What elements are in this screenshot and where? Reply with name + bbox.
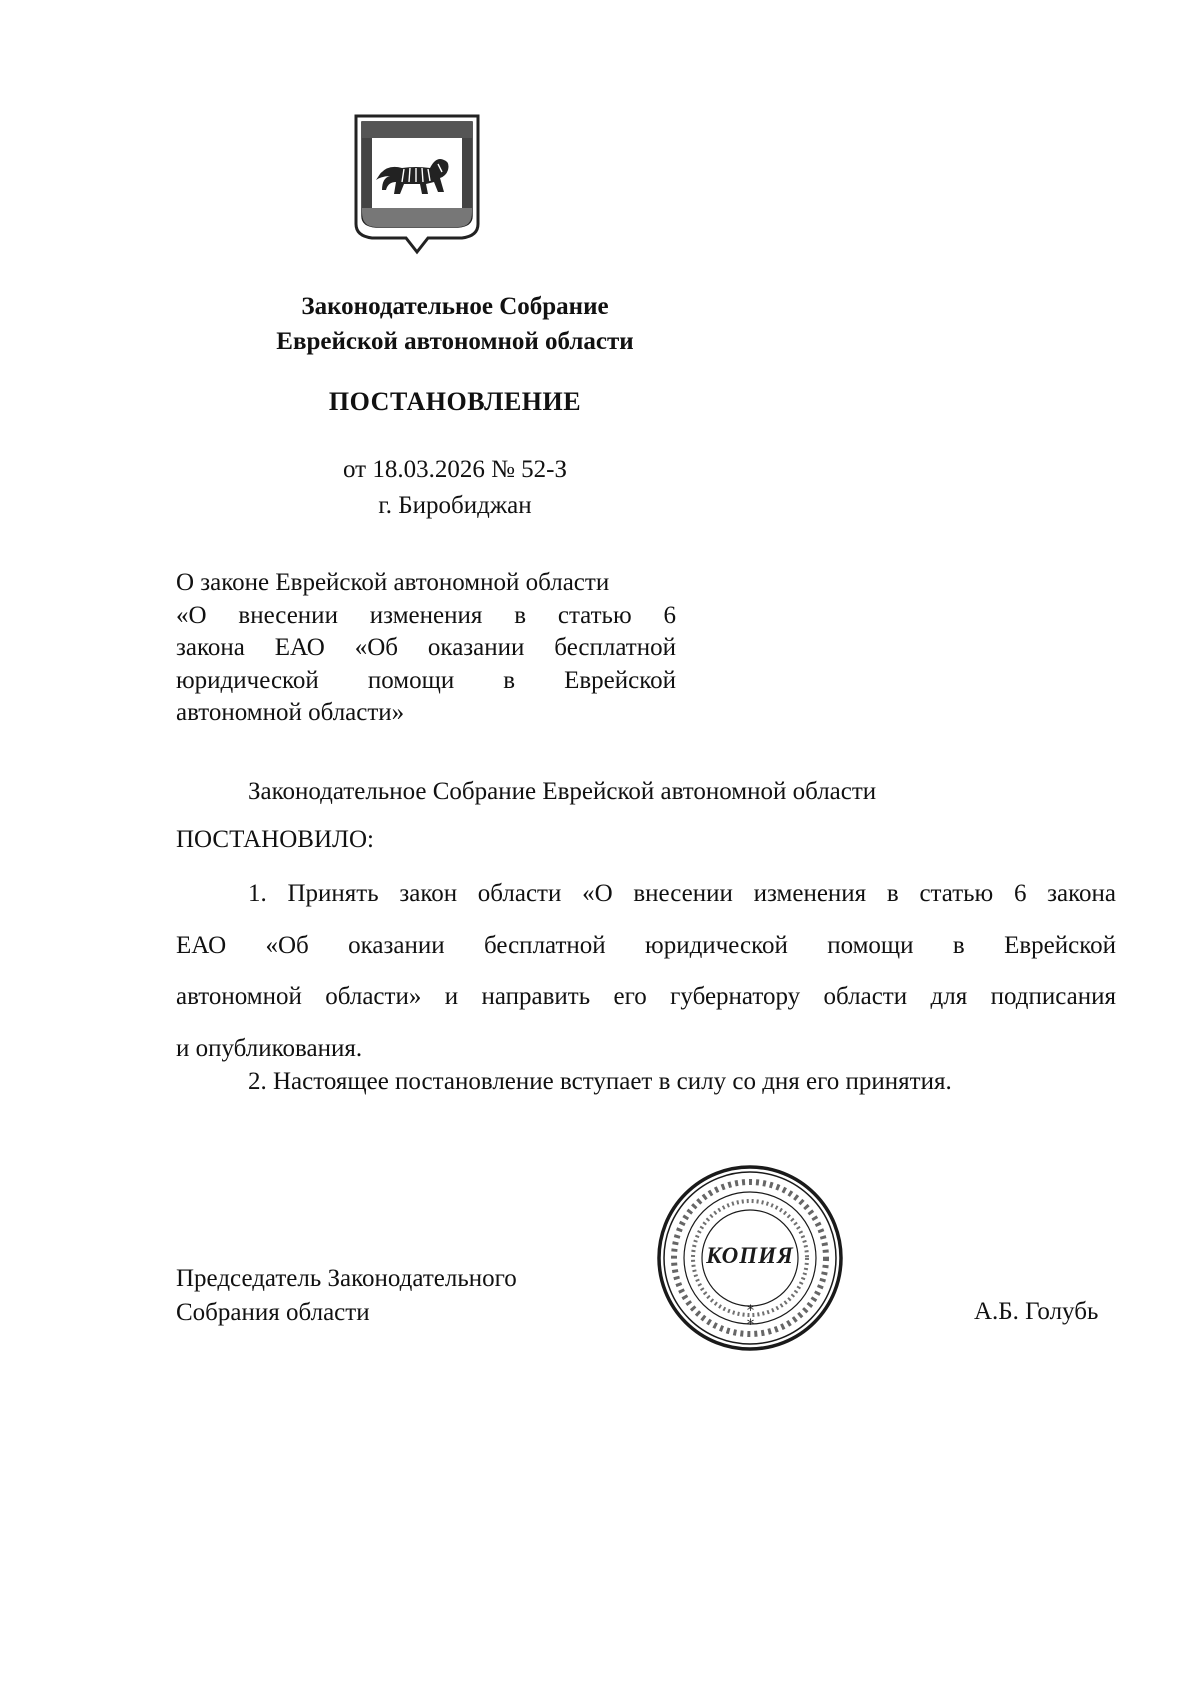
svg-text:*: * (747, 1317, 754, 1333)
subject-line: «О внесении изменения в статью 6 (176, 601, 676, 629)
signatory-name: А.Б. Голубь (974, 1298, 1099, 1325)
body-item-1 (176, 868, 1116, 1074)
subject-line: юридической помощи в Еврейской (176, 666, 676, 694)
subject-line: закона ЕАО «Об оказании бесплатной (176, 634, 676, 661)
body-intro: Законодательное Собрание Еврейской автономной области (248, 778, 877, 805)
signatory-title (176, 1262, 517, 1330)
signatory-title-line2: Собрания области (176, 1299, 370, 1326)
body-item-1-line: 1. Принять закон области «О внесении изменения в статью 6 закона (248, 880, 1116, 907)
signatory-title-line1: Председатель Законодательного (176, 1265, 517, 1292)
organization-name-line2: Еврейской автономной области (276, 328, 634, 355)
document-subject (176, 567, 676, 730)
seal-copy-label: КОПИЯ (706, 1243, 794, 1268)
document-date-number: от 18.03.2026 № 52-З (342, 456, 568, 483)
document-type-title: ПОСТАНОВЛЕНИЕ (328, 387, 582, 416)
body-item-1-line: ЕАО «Об оказании бесплатной юридической помощи в Еврейской (176, 931, 1116, 959)
body-item-2: 2. Настоящее постановление вступает в силу со дня его принятия. (248, 1068, 952, 1095)
organization-name (160, 289, 750, 359)
document-city: г. Биробиджан (378, 492, 532, 519)
body-item-1-line: и опубликования. (176, 1034, 363, 1062)
subject-line: О законе Еврейской автономной области (176, 569, 610, 596)
subject-line: автономной области» (176, 699, 405, 726)
organization-name-line1: Законодательное Собрание (301, 293, 609, 320)
document-date-block (160, 452, 750, 524)
coat-of-arms-emblem (352, 112, 482, 258)
body-decreed: ПОСТАНОВИЛО: (176, 826, 374, 853)
svg-text:*: * (747, 1303, 754, 1319)
body-item-1-line: автономной области» и направить его губернатору области для подписания (176, 983, 1116, 1010)
